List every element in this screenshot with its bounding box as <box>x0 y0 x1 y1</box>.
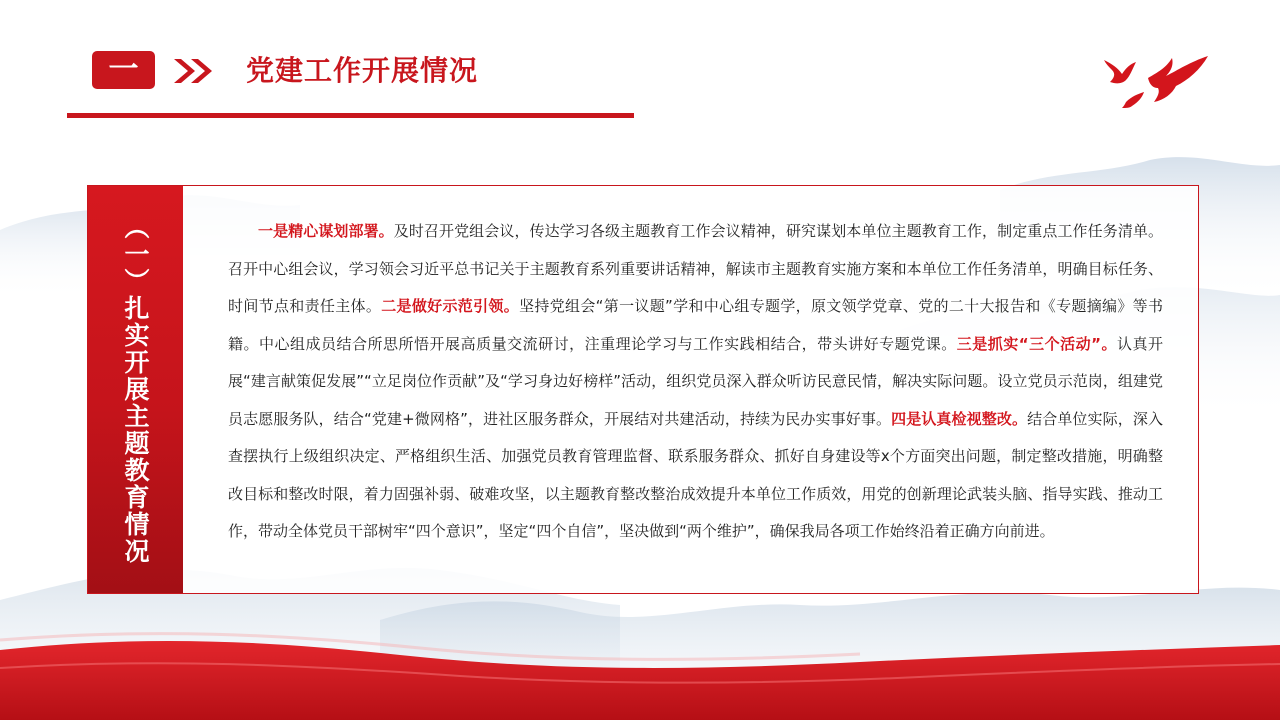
double-chevron-right-icon <box>172 57 216 85</box>
paragraph-highlight: 三是抓实“三个活动”。 <box>956 334 1117 353</box>
paragraph-text: 坚持党组会“第一议题”学和中心组专题学，原文领学党章、党的二十大报告和《专题摘编》等书籍。中心组成员结合所思所悟开展高质量交流研讨，注重理论学习与工作实践相结合，带头讲好专题党课。 <box>228 297 1163 353</box>
section-number-badge <box>92 51 155 89</box>
paragraph-text: 认真开展“建言献策促发展”“立足岗位作贡献”及“学习身边好榜样”活动，组织党员深入群众听访民意民情，解决实际问题。设立党员示范岗，组建党员志愿服务队，结合“党建+微网格”，进社区服务群众，开展结对共建活动，持续为民办实事好事。 <box>228 334 1163 428</box>
paragraph-highlight: 二是做好示范引领。 <box>381 297 520 315</box>
page-title: 党建工作开展情况 <box>246 54 479 87</box>
card-side-banner <box>88 186 183 593</box>
section-number: 一 <box>108 52 139 87</box>
paragraph-text: 结合单位实际，深入查摆执行上级组织决定、严格组织生活、加强党员教育管理监督、联系服务群众、抓好自身建设等x个方面突出问题，制定整改措施，明确整改目标和整改时限，着力固强补弱、破难攻坚，以主题教育整改整治成效提升本单位工作质效，用党的创新理论武装头脑、指导实践、推动工作，带动全体党员干部树牢“四个意识”，坚定“四个自信”，坚决做到“两个维护”，确保我局各项工作始终沿着正确方向前进。 <box>228 409 1163 540</box>
flying-doves-icon <box>1100 50 1212 112</box>
header-divider <box>67 113 634 118</box>
card-paragraph <box>228 213 1163 551</box>
bottom-red-wave <box>0 610 1280 720</box>
paragraph-highlight: 一是精心谋划部署。 <box>258 222 394 240</box>
paragraph-text: 及时召开党组会议，传达学习各级主题教育工作会议精神，研究谋划本单位主题教育工作，制定重点工作任务清单。召开中心组会议，学习领会习近平总书记关于主题教育系列重要讲话精神，解读市主题教育实施方案和本单位工作任务清单，明确目标任务、时间节点和责任主体。 <box>228 222 1163 315</box>
content-card <box>87 185 1199 594</box>
card-side-title: （一）扎实开展主题教育情况 <box>121 214 150 565</box>
paragraph-highlight: 四是认真检视整改。 <box>891 409 1028 428</box>
